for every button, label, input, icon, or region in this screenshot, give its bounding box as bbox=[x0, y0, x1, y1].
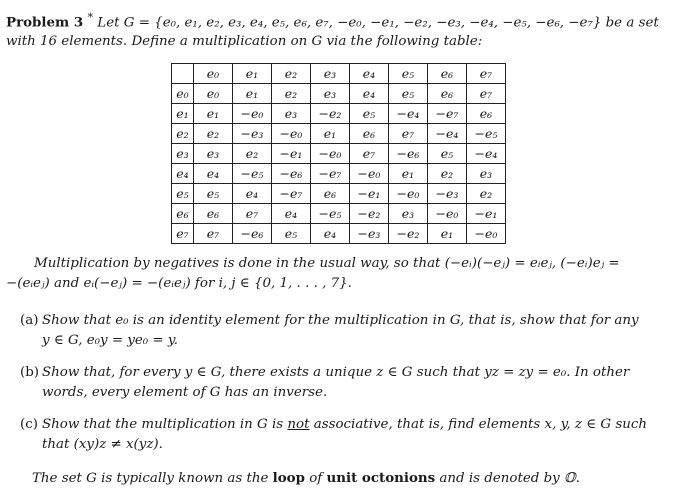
table-row-header-cell: e₀ bbox=[172, 84, 194, 104]
table-cell: e₃ bbox=[467, 164, 506, 184]
table-cell: −e₀ bbox=[467, 224, 506, 244]
table-cell: e₁ bbox=[389, 164, 428, 184]
part-a bbox=[20, 311, 692, 351]
table-header-cell: e₁ bbox=[233, 64, 272, 84]
footer-pre: The set G is typically known as the bbox=[32, 471, 273, 486]
table-header-row bbox=[172, 64, 506, 84]
table-cell: −e₀ bbox=[311, 144, 350, 164]
table-cell: e₂ bbox=[428, 164, 467, 184]
table-cell: −e₇ bbox=[272, 184, 311, 204]
part-c bbox=[20, 415, 692, 455]
table-cell: −e₆ bbox=[272, 164, 311, 184]
table-cell: −e₄ bbox=[389, 104, 428, 124]
table-row-header-cell: e₁ bbox=[172, 104, 194, 124]
table-cell: e₄ bbox=[272, 204, 311, 224]
part-c-line-1-post: associative, that is, find elements x, y, z ∈ G such bbox=[309, 417, 647, 432]
part-a-line-2: y ∈ G, e₀y = ye₀ = y. bbox=[42, 333, 178, 348]
table-cell: −e₅ bbox=[467, 124, 506, 144]
table-cell: −e₆ bbox=[389, 144, 428, 164]
part-c-line-2: that (xy)z ≠ x(yz). bbox=[42, 437, 163, 452]
footer-loop: loop bbox=[272, 470, 305, 486]
table-cell: e₃ bbox=[272, 104, 311, 124]
table-cell: e₂ bbox=[233, 144, 272, 164]
table-cell: e₆ bbox=[350, 124, 389, 144]
footer-text bbox=[32, 470, 580, 486]
table-cell: −e₂ bbox=[389, 224, 428, 244]
table-cell: −e₇ bbox=[311, 164, 350, 184]
table-cell: −e₂ bbox=[311, 104, 350, 124]
footer-octonions: unit octonions bbox=[326, 470, 436, 486]
part-a-line-1: Show that e₀ is an identity element for the multiplication in G, that is, show that for any bbox=[42, 313, 639, 328]
table-cell: e₄ bbox=[194, 164, 233, 184]
table-header-cell: e₃ bbox=[311, 64, 350, 84]
table-row-header-cell: e₄ bbox=[172, 164, 194, 184]
table-row bbox=[172, 184, 506, 204]
table-cell: e₃ bbox=[194, 144, 233, 164]
table-cell: e₄ bbox=[233, 184, 272, 204]
part-c-label: (c) bbox=[20, 417, 38, 432]
table-cell: −e₄ bbox=[428, 124, 467, 144]
table-row bbox=[172, 124, 506, 144]
table-cell: e₆ bbox=[467, 104, 506, 124]
table-row-header-cell: e₅ bbox=[172, 184, 194, 204]
table-row-header-cell: e₆ bbox=[172, 204, 194, 224]
table-cell: e₇ bbox=[389, 124, 428, 144]
part-b-line-2: words, every element of G has an inverse. bbox=[42, 385, 328, 400]
table-row bbox=[172, 204, 506, 224]
table-header-cell: e₀ bbox=[194, 64, 233, 84]
table-row-header-cell: e₃ bbox=[172, 144, 194, 164]
footer-post: and is denoted by 𝕆. bbox=[435, 471, 580, 486]
table-cell: e₆ bbox=[311, 184, 350, 204]
negatives-paragraph bbox=[6, 254, 694, 294]
table-cell: e₄ bbox=[350, 84, 389, 104]
table-cell: −e₀ bbox=[389, 184, 428, 204]
table-cell: −e₇ bbox=[428, 104, 467, 124]
table-cell: e₅ bbox=[428, 144, 467, 164]
table-cell: e₅ bbox=[389, 84, 428, 104]
intro-line-1 bbox=[6, 8, 694, 32]
table-cell: −e₄ bbox=[467, 144, 506, 164]
table-cell: −e₀ bbox=[428, 204, 467, 224]
table-cell: −e₁ bbox=[272, 144, 311, 164]
table-row-header-cell: e₇ bbox=[172, 224, 194, 244]
part-c-not: not bbox=[287, 417, 310, 432]
table-cell: e₇ bbox=[233, 204, 272, 224]
table-cell: e₁ bbox=[311, 124, 350, 144]
table-cell: e₆ bbox=[194, 204, 233, 224]
intro-line-2: with 16 elements. Define a multiplication on G via the following table: bbox=[6, 34, 483, 50]
table-cell: e₆ bbox=[428, 84, 467, 104]
table-cell: −e₃ bbox=[350, 224, 389, 244]
table-header-cell: e₆ bbox=[428, 64, 467, 84]
table-row bbox=[172, 84, 506, 104]
part-b-line-1: Show that, for every y ∈ G, there exists a unique z ∈ G such that yz = zy = e₀. In other bbox=[42, 365, 630, 380]
table-cell: −e₀ bbox=[233, 104, 272, 124]
table-cell: e₇ bbox=[194, 224, 233, 244]
table-header-cell: e₂ bbox=[272, 64, 311, 84]
table-cell: e₂ bbox=[194, 124, 233, 144]
intro-text-1: Let G = {e₀, e₁, e₂, e₃, e₄, e₅, e₆, e₇, −e₀, −e₁, −e₂, −e₃, −e₄, −e₅, −e₆, −e₇} be a set bbox=[97, 15, 659, 31]
table-cell: −e₀ bbox=[272, 124, 311, 144]
table-cell: e₄ bbox=[311, 224, 350, 244]
table-cell: −e₂ bbox=[350, 204, 389, 224]
table-header-cell: e₅ bbox=[389, 64, 428, 84]
table-cell: e₅ bbox=[194, 184, 233, 204]
part-c-line-1-pre: Show that the multiplication in G is bbox=[42, 417, 288, 432]
table-cell: −e₃ bbox=[233, 124, 272, 144]
table-cell: −e₅ bbox=[233, 164, 272, 184]
problem-label: Problem 3 bbox=[6, 14, 84, 31]
table-cell: −e₃ bbox=[428, 184, 467, 204]
table-cell: e₃ bbox=[311, 84, 350, 104]
table-cell: e₇ bbox=[467, 84, 506, 104]
part-b bbox=[20, 363, 692, 403]
table-row bbox=[172, 224, 506, 244]
table-row bbox=[172, 144, 506, 164]
table-cell: −e₅ bbox=[311, 204, 350, 224]
table-corner-cell bbox=[172, 64, 194, 84]
negatives-line-2: −(eᵢeⱼ) and eᵢ(−eⱼ) = −(eᵢeⱼ) for i, j ∈ {0, 1, . . . , 7}. bbox=[6, 276, 352, 291]
problem-intro bbox=[6, 8, 694, 51]
negatives-line-1: Multiplication by negatives is done in the usual way, so that (−eᵢ)(−eⱼ) = eᵢeⱼ, (−eᵢ)eⱼ = bbox=[34, 256, 620, 271]
footer-mid: of bbox=[304, 471, 327, 486]
table-row bbox=[172, 104, 506, 124]
part-a-label: (a) bbox=[20, 313, 39, 328]
table-row-header-cell: e₂ bbox=[172, 124, 194, 144]
table-cell: −e₁ bbox=[467, 204, 506, 224]
table-cell: e₁ bbox=[194, 104, 233, 124]
table-cell: −e₀ bbox=[350, 164, 389, 184]
multiplication-table bbox=[171, 63, 506, 244]
multiplication-table-wrap bbox=[171, 63, 506, 244]
table-cell: e₁ bbox=[428, 224, 467, 244]
table-cell: e₅ bbox=[350, 104, 389, 124]
table-cell: e₁ bbox=[233, 84, 272, 104]
table-header-cell: e₇ bbox=[467, 64, 506, 84]
table-cell: −e₁ bbox=[350, 184, 389, 204]
table-cell: e₂ bbox=[272, 84, 311, 104]
table-cell: e₀ bbox=[194, 84, 233, 104]
table-cell: e₅ bbox=[272, 224, 311, 244]
star-mark: * bbox=[87, 11, 94, 24]
table-cell: e₂ bbox=[467, 184, 506, 204]
table-header-cell: e₄ bbox=[350, 64, 389, 84]
table-row bbox=[172, 164, 506, 184]
part-b-label: (b) bbox=[20, 365, 40, 380]
table-cell: −e₆ bbox=[233, 224, 272, 244]
table-cell: e₇ bbox=[350, 144, 389, 164]
table-cell: e₃ bbox=[389, 204, 428, 224]
